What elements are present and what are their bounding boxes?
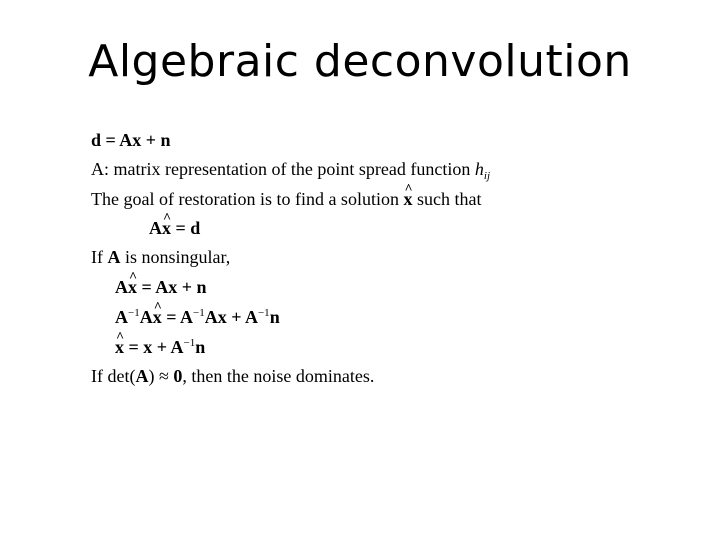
slide-title: Algebraic deconvolution — [88, 36, 632, 87]
equation-3: x ^ = $x + A^{-1}n$ — [115, 335, 205, 360]
equation-1: Ax ^ = Ax + n — [115, 275, 207, 300]
nonsingular-condition: If A is nonsingular, — [91, 247, 231, 267]
equation-2: $A^{-1}Ax$ ^ = $A^{-1}Ax + A^{-1}n$ — [115, 305, 280, 330]
model-equation: d = Ax + n — [91, 130, 171, 150]
conclusion-line: If det(A) ≈ 0, then the noise dominates. — [91, 366, 375, 386]
solve-equation: Ax ^ = d — [149, 216, 200, 241]
x-hat-symbol: x ^ — [403, 187, 412, 212]
goal-statement: The goal of restoration is to find a solution x ^ such that — [91, 187, 481, 212]
matrix-description: A: matrix representation of the point spread function $h_{ij}$ — [91, 159, 491, 182]
